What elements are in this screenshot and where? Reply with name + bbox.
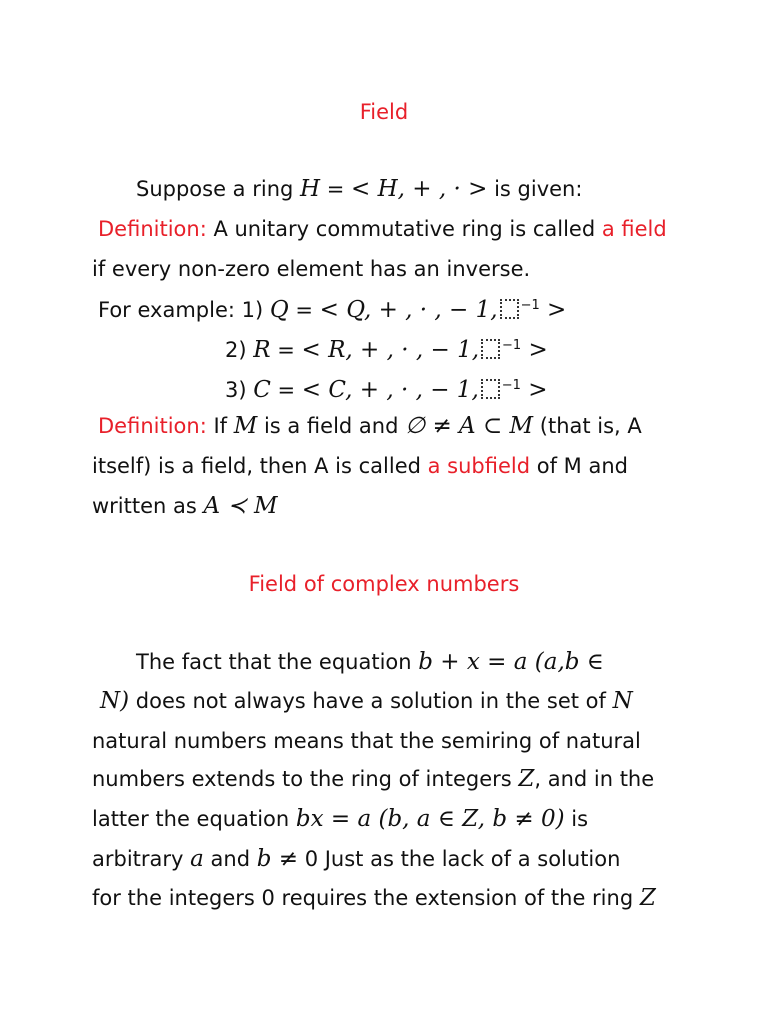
- text-line: [92, 452, 628, 480]
- math: H: [300, 176, 321, 202]
- math: < R, + , · , − 1,: [301, 337, 480, 363]
- math: >: [539, 297, 567, 323]
- paragraph-line: [136, 648, 604, 676]
- superscript: −1: [502, 338, 522, 353]
- math: Q: [269, 297, 289, 323]
- highlight-term: a subfield: [427, 454, 531, 478]
- text: , and in the: [534, 767, 655, 791]
- text: =: [270, 378, 302, 402]
- text: The fact that the equation: [136, 650, 419, 674]
- math: < C, + , · , − 1,: [301, 377, 479, 403]
- text-line-ring: [136, 175, 582, 203]
- placeholder-box-icon: [481, 339, 500, 359]
- text: is a field and: [257, 414, 406, 438]
- math: >: [521, 337, 548, 363]
- text: =: [288, 298, 320, 322]
- text: if every non-zero element has an inverse.: [92, 257, 531, 281]
- math: bx = a (b, a ∈ Z, b ≠ 0): [295, 806, 565, 832]
- math: < Q, + , · , − 1,: [319, 297, 498, 323]
- paragraph-line: [92, 765, 654, 793]
- text: does not always have a solution in the set of: [129, 689, 613, 713]
- text: written as: [92, 494, 204, 518]
- text: arbitrary: [92, 847, 191, 871]
- text: =: [320, 177, 352, 201]
- text: =: [270, 338, 302, 362]
- math: Z: [518, 766, 535, 792]
- text-line: [92, 255, 530, 283]
- text: itself) is a field, then A is called: [92, 454, 428, 478]
- text: A unitary commutative ring is called: [206, 217, 602, 241]
- text: 0 Just as the lack of a solution: [298, 847, 621, 871]
- text: numbers extends to the ring of integers: [92, 767, 519, 791]
- text: 2): [225, 338, 254, 362]
- superscript: −1: [501, 378, 521, 393]
- placeholder-box-icon: [500, 299, 519, 319]
- heading-complex-numbers: Field of complex numbers: [248, 572, 520, 596]
- math: >: [520, 377, 548, 403]
- definition-subfield-line: [98, 412, 642, 440]
- paragraph-line: [100, 687, 633, 715]
- text: natural numbers means that the semiring of natural: [92, 729, 641, 753]
- math: N): [100, 688, 130, 714]
- text: latter the equation: [92, 807, 296, 831]
- paragraph-line: [92, 884, 656, 912]
- text: Suppose a ring: [136, 177, 301, 201]
- math: C: [253, 377, 271, 403]
- placeholder-box-icon: [481, 379, 500, 399]
- math: < H, + , · >: [351, 176, 488, 202]
- text: If: [206, 414, 234, 438]
- math: Z: [639, 885, 656, 911]
- paragraph-line: [92, 727, 641, 755]
- math: A ≺ M: [203, 493, 278, 519]
- text: is given:: [487, 177, 583, 201]
- text: is: [564, 807, 589, 831]
- math: b + x = a (a,b ∈: [418, 649, 604, 675]
- math: N: [612, 688, 633, 714]
- definition-field-line: [98, 215, 667, 243]
- text: 3): [225, 378, 254, 402]
- text-line: [92, 492, 278, 520]
- example-1: [98, 292, 566, 324]
- heading-field: Field: [359, 100, 409, 124]
- text: and: [203, 847, 257, 871]
- math: a: [190, 846, 204, 872]
- text: of M and: [530, 454, 628, 478]
- highlight-term: a field: [601, 217, 667, 241]
- paragraph-line: [92, 845, 620, 873]
- definition-label: Definition:: [98, 414, 207, 438]
- text: For example: 1): [98, 298, 270, 322]
- text: for the integers 0 requires the extension of the ring: [92, 886, 640, 910]
- paragraph-line: [92, 805, 588, 833]
- math: R: [253, 337, 271, 363]
- example-2: [225, 332, 548, 364]
- math: ∅ ≠ A ⊂ M: [405, 413, 534, 439]
- definition-label: Definition:: [98, 217, 207, 241]
- text: (that is, A: [533, 414, 642, 438]
- math: M: [233, 413, 258, 439]
- math: b ≠: [256, 846, 299, 872]
- superscript: −1: [520, 298, 540, 313]
- example-3: [225, 372, 548, 404]
